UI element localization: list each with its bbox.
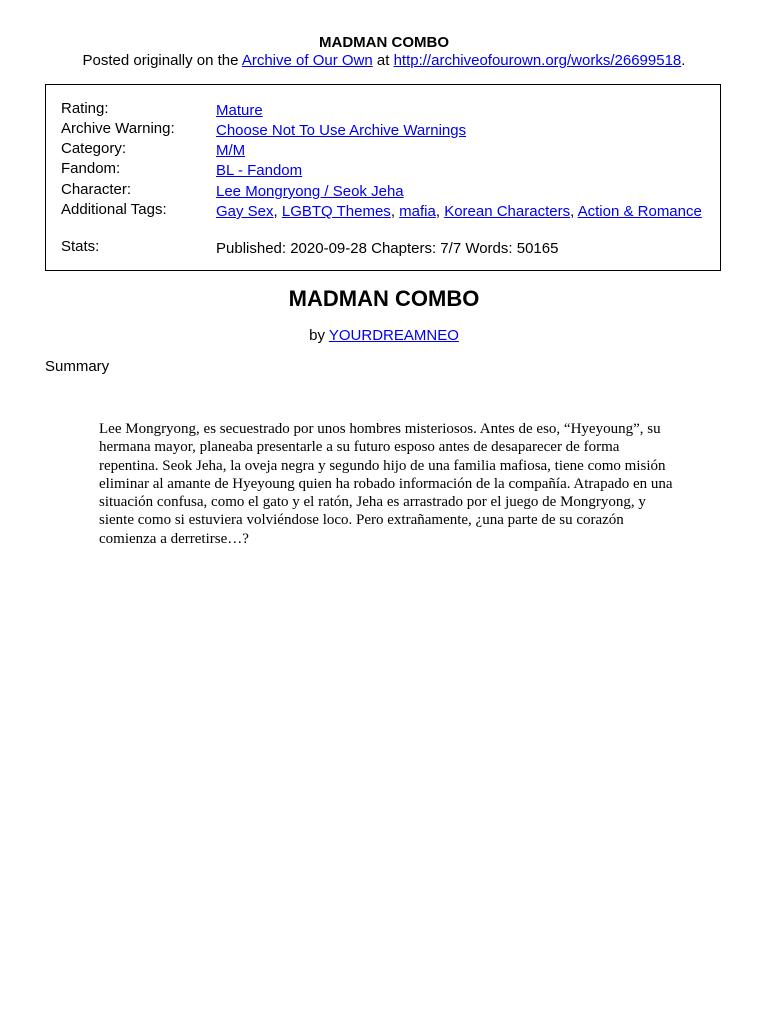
rating-label: Rating: [61,100,109,117]
posted-line [0,52,768,70]
tags-list: Gay Sex, LGBTQ Themes, mafia, Korean Characters, Action & Romance [216,203,702,220]
work-url-link[interactable]: http://archiveofourown.org/works/26699518 [393,52,682,69]
document-header [0,34,768,70]
fandom-label: Fandom: [61,160,121,177]
tag-link[interactable]: Gay Sex [216,203,274,220]
tag-link[interactable]: mafia [399,203,436,220]
stats-label: Stats: [61,238,100,255]
work-title: MADMAN COMBO [288,286,480,311]
tag-link[interactable]: Korean Characters [444,203,571,220]
category-label: Category: [61,140,127,157]
tag-link[interactable]: LGBTQ Themes [281,203,391,220]
warning-link[interactable]: Choose Not To Use Archive Warnings [216,122,467,139]
posted-prefix: Posted originally on the [82,52,239,69]
at-text: at [376,52,390,69]
character-label: Character: [61,181,132,198]
author-link[interactable]: YOURDREAMNEO [328,327,459,344]
metadata-box [45,84,721,271]
fandom-link[interactable]: BL - Fandom [216,162,303,179]
warning-label: Archive Warning: [61,120,175,137]
tag-link[interactable]: Action & Romance [577,203,702,220]
document-title: MADMAN COMBO [319,34,449,51]
tags-label: Additional Tags: [61,201,167,218]
category-link[interactable]: M/M [216,142,246,159]
summary-heading: Summary [45,358,110,375]
archive-link[interactable]: Archive of Our Own [241,52,373,69]
character-link[interactable]: Lee Mongryong / Seok Jeha [216,183,404,200]
rating-link[interactable]: Mature [216,102,263,119]
summary-text: Lee Mongryong, es secuestrado por unos hombres misteriosos. Antes de eso, “Hyeyoung”, su hermana mayor, planeaba presentarle a su futuro esposo antes de desaparecer de forma repentina. Seok Jeha, la oveja negra y segundo hijo de una familia mafiosa, tiene como misión eliminar al amante de Hyeyoung quien ha robado información de la compañía. Atrapado en una situación confusa, como el gato y el ratón, Jeha es arrastrado por el juego de Mongryong, y siente como si estuviera volviéndose loco. Pero extrañamente, ¿una parte de su corazón comienza a derretirse…? [99,421,673,547]
period: . [681,52,686,69]
byline [0,327,768,345]
by-text: by [309,327,325,344]
stats-value: Published: 2020-09-28 Chapters: 7/7 Words: 50165 [216,240,559,257]
